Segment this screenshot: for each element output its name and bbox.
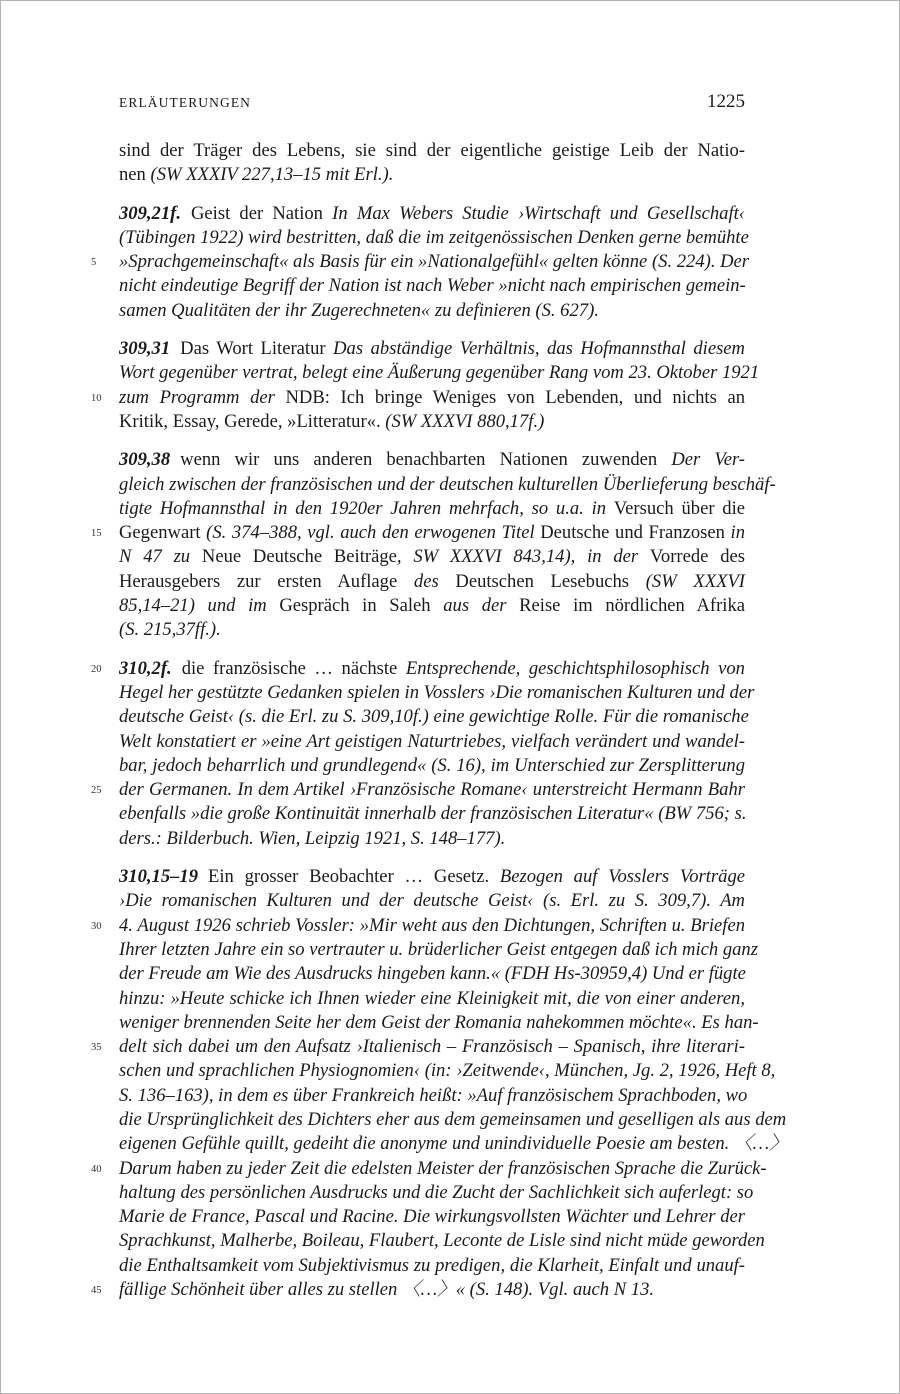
quoted-text: Vorrede des — [649, 546, 745, 568]
quoted-text: Geist der Nation — [190, 202, 333, 224]
commentary-text: (S. 374–388, vgl. auch den erwogenen Titel — [206, 522, 541, 544]
lemma-reference: 310,2f. — [119, 657, 172, 679]
commentary-text: der Freude am Wie des Ausdrucks hingeben kann.« (FDH Hs-30959,4) Und er fügte — [119, 963, 746, 985]
commentary-text: hinzu: »Heute schicke ich Ihnen wieder eine Kleinigkeit mit, die von einer anderen, — [119, 987, 745, 1009]
quoted-text: Kritik, Essay, Gerede, »Litteratur«. — [119, 410, 386, 432]
commentary-text: samen Qualitäten der ihr Zugerechneten« zu definieren (S. 627). — [119, 299, 599, 321]
commentary-text: ebenfalls »die große Kontinuität innerhalb der französischen Literatur« (BW 756; s. — [119, 803, 747, 825]
text-line — [91, 250, 750, 274]
text-line — [119, 570, 745, 594]
text-line — [91, 657, 745, 681]
commentary-text: haltung des persönlichen Ausdrucks und die Zucht der Sachlichkeit sich auferlegt: so — [119, 1181, 754, 1203]
commentary-text: ders.: Bilderbuch. Wien, Leipzig 1921, S. 148–177). — [119, 827, 506, 849]
text-line — [119, 1229, 765, 1253]
quoted-text: Herausgebers zur ersten Auflage — [119, 570, 414, 592]
text-line — [119, 681, 755, 705]
text-line — [119, 163, 745, 187]
commentary-text: Das abständige Verhältnis, das Hofmannsthal diesem — [333, 338, 745, 360]
text-line — [119, 730, 745, 754]
line-number: 35 — [91, 1042, 102, 1054]
commentary-text: weniger brennenden Seite her dem Geist der Romania nahekommen möchte«. Es han- — [119, 1011, 759, 1033]
text-line — [119, 1059, 776, 1083]
commentary-text: , SW XXXVI 843,14), in der — [396, 546, 650, 568]
line-number: 25 — [91, 785, 102, 797]
commentary-text: Hegel her gestützte Gedanken spielen in Vosslers ›Die romanischen Kulturen und der — [119, 681, 755, 703]
text-line — [91, 1157, 767, 1181]
entry-separator — [119, 851, 745, 865]
commentary-text: gleich zwischen der französischen und der deutschen kulturellen Überlieferung beschäf- — [119, 473, 776, 495]
commentary-text: aus der — [443, 595, 520, 617]
quoted-text: nen — [119, 164, 151, 186]
text-line — [91, 1035, 745, 1059]
commentary-text: Marie de France, Pascal und Racine. Die wirkungsvollsten Wächter und Lehrer der — [119, 1206, 745, 1228]
text-line — [119, 361, 760, 385]
lemma-reference: 310,15–19 — [119, 866, 199, 888]
commentary-text: Entsprechende, geschichtsphilosophisch von — [405, 657, 745, 679]
commentary-text: tigte Hofmannsthal in den 1920er Jahren mehrfach, so u.a. in — [119, 497, 614, 519]
text-line — [119, 754, 745, 778]
line-number: 45 — [91, 1285, 102, 1297]
text-line — [119, 594, 745, 618]
entry-separator — [119, 434, 745, 448]
commentary-text: (S. 215,37ff.). — [119, 619, 221, 641]
commentary-body — [91, 139, 788, 1302]
text-line — [119, 1254, 745, 1278]
commentary-text: Sprachkunst, Malherbe, Boileau, Flaubert, Leconte de Lisle sind nicht müde geworden — [119, 1230, 765, 1252]
commentary-text: des — [413, 570, 456, 592]
commentary-text: Wort gegenüber vertrat, belegt eine Äußerung gegenüber Rang vom 23. Oktober 1921 — [119, 362, 760, 384]
text-line — [119, 827, 745, 851]
quoted-text: NDB: Ich bringe Weniges von Lebenden, und nichts an — [285, 386, 745, 408]
text-line — [119, 802, 745, 826]
text-line — [119, 865, 745, 889]
text-line — [119, 1205, 745, 1229]
text-line — [119, 705, 749, 729]
line-number: 40 — [91, 1163, 102, 1175]
running-head — [119, 91, 745, 115]
commentary-text: ›Die romanischen Kulturen und der deutsche Geist‹ (s. Erl. zu S. 309,7). Am — [119, 890, 745, 912]
quoted-text: wenn wir uns anderen benachbarten Nationen zuwenden — [180, 449, 672, 471]
commentary-text: S. 136–163), in dem es über Frankreich heißt: »Auf französischem Sprachboden, wo — [119, 1084, 748, 1106]
quoted-text: Deutschen Lesebuchs — [455, 570, 646, 592]
commentary-text: Darum haben zu jeder Zeit die edelsten Meister der französischen Sprache die Zurück- — [119, 1157, 767, 1179]
line-number: 15 — [91, 528, 102, 540]
text-line — [119, 274, 745, 298]
lemma-reference: 309,21f. — [119, 202, 181, 224]
commentary-text: Der Ver- — [671, 449, 746, 471]
commentary-text: In Max Webers Studie ›Wirtschaft und Gesellschaft‹ — [332, 202, 745, 224]
commentary-entry — [91, 865, 788, 1302]
commentary-text: 85,14–21) und im — [119, 595, 280, 617]
text-line — [119, 962, 745, 986]
commentary-text: nicht eindeutige Begriff der Nation ist nach Weber »nicht nach empirischen gemein- — [119, 275, 746, 297]
text-line — [119, 1132, 788, 1156]
text-line — [119, 299, 745, 323]
page-number: 1225 — [707, 91, 745, 112]
commentary-text: eigenen Gefühle quillt, gedeiht die anonyme und unindividuelle Poesie am besten. 〈…〉 — [119, 1133, 788, 1155]
commentary-text: (Tübingen 1922) wird bestritten, daß die im zeitgenössischen Denken gerne bemühte — [119, 226, 749, 248]
commentary-text: die Ursprünglichkeit des Dichters eher aus dem gemeinsamen und geselligen als aus dem — [119, 1108, 787, 1130]
commentary-text: der Germanen. In dem Artikel ›Französische Romane‹ unterstreicht Hermann Bahr — [119, 779, 745, 801]
quoted-text: Deutsche und Franzosen — [540, 522, 731, 544]
commentary-entry — [91, 448, 776, 642]
commentary-entry — [91, 337, 760, 434]
text-line — [91, 1278, 745, 1302]
text-line — [119, 139, 745, 163]
text-line — [119, 448, 745, 472]
quoted-text: die französische … nächste — [181, 657, 406, 679]
commentary-text: in — [730, 522, 746, 544]
commentary-text: die Enthaltsamkeit vom Subjektivismus zu predigen, die Klarheit, Einfalt und unauf- — [119, 1254, 745, 1276]
text-line — [119, 987, 745, 1011]
lemma-reference: 309,38 — [119, 449, 171, 471]
text-line — [91, 386, 745, 410]
commentary-text: N 47 zu — [119, 546, 202, 568]
text-line — [119, 1181, 754, 1205]
line-number: 20 — [91, 663, 102, 675]
commentary-text: Ihrer letzten Jahre ein so vertrauter u. brüderlicher Geist entgegen daß ich mich ganz — [119, 938, 758, 960]
section-title: ERLÄUTERUNGEN — [119, 95, 252, 110]
commentary-text: Bezogen auf Vosslers Vorträge — [499, 866, 745, 888]
continued-entry — [119, 139, 745, 188]
commentary-text: deutsche Geist‹ (s. die Erl. zu S. 309,10f.) eine gewichtige Rolle. Für die romanische — [119, 706, 749, 728]
text-line — [119, 497, 745, 521]
commentary-entry — [91, 657, 755, 851]
text-line — [119, 226, 749, 250]
commentary-text: (SW XXXVI — [645, 570, 746, 592]
commentary-text: (SW XXXIV 227,13–15 mit Erl.). — [150, 164, 394, 186]
lemma-reference: 309,31 — [119, 338, 171, 360]
text-line — [119, 410, 745, 434]
text-line — [91, 914, 745, 938]
quoted-text: Gegenwart — [119, 522, 207, 544]
text-line — [119, 1108, 787, 1132]
quoted-text: Ein grosser Beobachter … Gesetz. — [208, 866, 500, 888]
text-line — [119, 1011, 759, 1035]
line-number: 5 — [91, 257, 97, 269]
text-line — [119, 202, 745, 226]
quoted-text: sind der Träger des Lebens, sie sind der eigentliche geistige Leib der Natio- — [119, 140, 745, 161]
text-line — [119, 938, 758, 962]
quoted-text: Neue Deutsche Beiträge — [201, 546, 397, 568]
text-line — [119, 1084, 748, 1108]
entry-separator — [119, 188, 745, 202]
line-number: 10 — [91, 392, 102, 404]
text-line — [119, 337, 745, 361]
commentary-text: zum Programm der — [119, 386, 286, 408]
text-line — [91, 521, 746, 545]
commentary-text: »Sprachgemeinschaft« als Basis für ein »Nationalgefühl« gelten könne (S. 224). Der — [119, 251, 750, 273]
line-number: 30 — [91, 920, 102, 932]
quoted-text: Versuch über die — [613, 497, 745, 519]
entry-separator — [119, 323, 745, 337]
commentary-text: bar, jedoch beharrlich und grundlegend« (S. 16), im Unterschied zur Zersplitterung — [119, 754, 745, 776]
commentary-text: (SW XXXVI 880,17f.) — [385, 410, 545, 432]
quoted-text: Gespräch in Saleh — [279, 595, 444, 617]
commentary-text: delt sich dabei um den Aufsatz ›Italienisch – Französisch – Spanisch, ihre literari- — [119, 1036, 745, 1058]
text-line — [91, 778, 745, 802]
text-line — [119, 473, 776, 497]
commentary-text: Welt konstatiert er »eine Art geistigen Naturtriebes, vielfach verändert und wandel- — [119, 730, 745, 752]
entry-separator — [119, 643, 745, 657]
commentary-text: fällige Schönheit über alles zu stellen 〈…〉« (S. 148). Vgl. auch N 13. — [119, 1279, 655, 1301]
text-line — [119, 889, 745, 913]
commentary-text: 4. August 1926 schrieb Vossler: »Mir weht aus den Dichtungen, Schriften u. Briefen — [119, 914, 745, 936]
text-line — [119, 545, 745, 569]
commentary-entry — [91, 202, 750, 323]
quoted-text: Das Wort Literatur — [180, 338, 334, 360]
text-line — [119, 618, 745, 642]
quoted-text: Reise im nördlichen Afrika — [519, 595, 745, 617]
commentary-text: schen und sprachlichen Physiognomien‹ (in: ›Zeitwende‹, München, Jg. 2, 1926, Heft 8, — [119, 1060, 776, 1082]
